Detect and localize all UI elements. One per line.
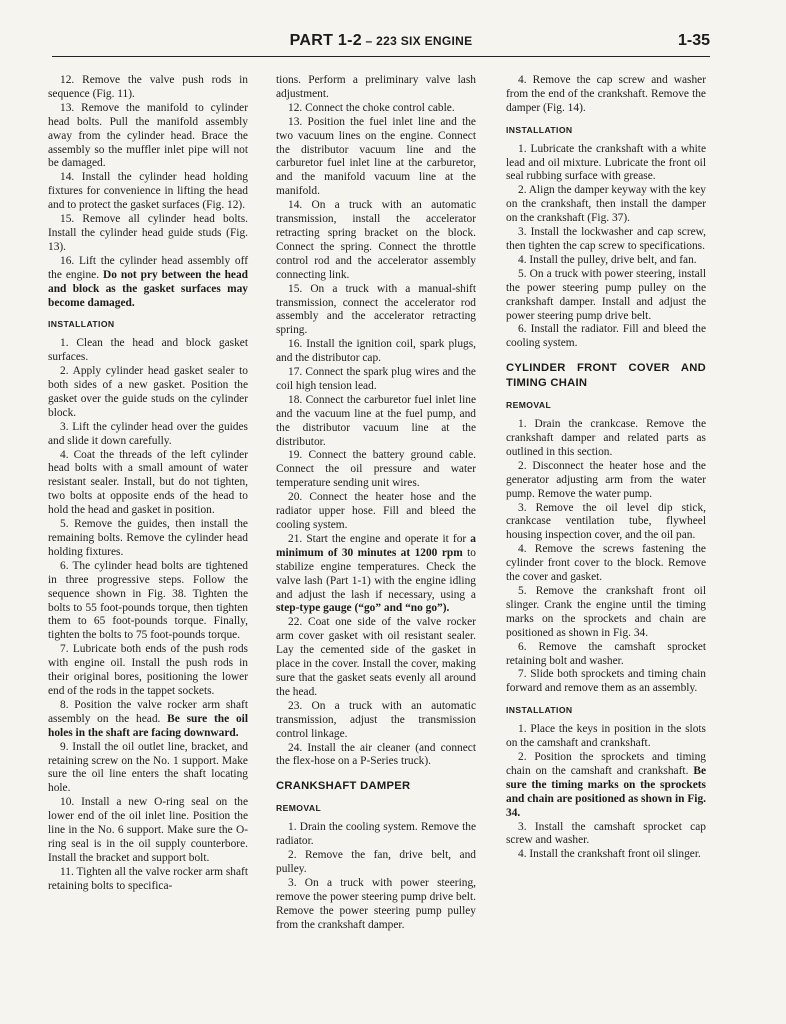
step-emphasis: Be sure the timing marks on the sprockets and chain are positioned as shown in Fig. 34. (506, 764, 706, 819)
procedure-step (48, 741, 248, 797)
step-text: 7. Slide both sprockets and timing chain forward and remove them as an assembly. (506, 668, 706, 695)
part-label: PART 1-2 (289, 32, 362, 49)
step-text: 12. Connect the choke control cable. (288, 101, 455, 114)
step-text: 13. Remove the manifold to cylinder head bolts. Pull the manifold assembly away from the cylinder head. Brace the assembly so the muffler inlet pipe will not be damaged. (48, 101, 248, 170)
procedure-step (48, 796, 248, 866)
procedure-step (276, 394, 476, 450)
step-text: 15. Remove all cylinder head bolts. Install the cylinder head guide studs (Fig. 13). (48, 213, 248, 253)
step-text: tions. Perform a preliminary valve lash adjustment. (276, 74, 476, 100)
procedure-step (276, 821, 476, 849)
step-text: 3. Remove the oil level dip stick, crankcase ventilation tube, flywheel housing inspection cover, and the oil pan. (506, 501, 706, 542)
section-heading: CYLINDER FRONT COVER AND TIMING CHAIN (506, 362, 706, 390)
step-text: 2. Remove the fan, drive belt, and pulley. (276, 849, 476, 875)
procedure-step (506, 751, 706, 821)
procedure-step (506, 585, 706, 641)
step-text: 17. Connect the spark plug wires and the coil high tension lead. (276, 366, 476, 392)
title-dash: – (361, 34, 377, 48)
procedure-step (48, 365, 248, 421)
page-number: 1-35 (677, 32, 710, 49)
step-text: 24. Install the air cleaner (and connect the flex-hose on a P-Series truck). (276, 741, 476, 768)
step-text: 22. Coat one side of the valve rocker arm cover gasket with oil resistant sealer. Lay the cemented side of the gasket in place in the cover. Install the cover, making sure that the gasket seats evenly all around the head. (276, 616, 476, 698)
step-text: 8. Position the valve rocker arm shaft assembly on the head. (48, 698, 248, 725)
step-text: 3. Install the lockwasher and cap screw, then tighten the cap screw to specifications. (506, 226, 706, 252)
step-text: 3. On a truck with power steering, remove the power steering pump drive belt. Remove the power steering pump pulley from the crankshaft damper. (276, 876, 476, 931)
step-text: 6. Install the radiator. Fill and bleed the cooling system. (506, 323, 706, 350)
step-text: 12. Remove the valve push rods in sequence (Fig. 11). (48, 74, 248, 100)
step-text: 2. Position the sprockets and timing chain on the camshaft and crankshaft. (506, 750, 706, 777)
procedure-step (506, 723, 706, 751)
step-text: 4. Install the pulley, drive belt, and fan. (518, 253, 697, 266)
step-text: 19. Connect the battery ground cable. Connect the oil pressure and water temperature sending unit wires. (276, 449, 476, 490)
procedure-step (48, 171, 248, 213)
procedure-step (506, 848, 706, 862)
step-text: 14. On a truck with an automatic transmission, install the accelerator retracting spring bracket on the block. Connect the spring. Connect the throttle control rod and the accelerator assembly connecting link. (276, 199, 476, 281)
procedure-step (506, 668, 706, 696)
procedure-step (276, 616, 476, 699)
procedure-step (506, 268, 706, 324)
step-text: 20. Connect the heater hose and the radiator upper hose. Fill and bleed the cooling system. (276, 491, 476, 531)
procedure-step (48, 560, 248, 643)
step-text: 3. Lift the cylinder head over the guides and slide it down carefully. (48, 420, 248, 447)
step-text: 2. Apply cylinder head gasket sealer to both sides of a new gasket. Position the gasket over the guide studs on the cylinder block. (48, 365, 248, 419)
procedure-step (506, 821, 706, 849)
procedure-step (48, 518, 248, 560)
procedure-step (276, 849, 476, 877)
subsection-heading: REMOVAL (506, 400, 552, 411)
procedure-step (48, 213, 248, 255)
step-text: 7. Lubricate both ends of the push rods with engine oil. Install the push rods in their original bores, positioning the lower end of the rods in the tappet sockets. (48, 643, 248, 697)
step-text: 4. Coat the threads of the left cylinder head bolts with a small amount of water resistant sealer. Install, but do not tighten, two bolts at opposite ends of the head to hold the head and gasket in position. (48, 448, 248, 517)
step-text: 4. Install the crankshaft front oil slinger. (518, 848, 701, 861)
procedure-step (506, 460, 706, 502)
procedure-step (48, 337, 248, 365)
step-text: 1. Clean the head and block gasket surfaces. (48, 337, 248, 364)
step-text: 14. Install the cylinder head holding fixtures for convenience in lifting the head and to protect the gasket surfaces (Fig. 12). (48, 171, 248, 212)
procedure-step (276, 74, 476, 102)
step-text: 10. Install a new O-ring seal on the lower end of the oil inlet line. Position the line in the No. 6 support. Make sure the O-ring seal is in the oil supply counterbore. Install the bracket and support bolt. (48, 796, 248, 864)
step-text: 4. Remove the cap screw and washer from the end of the crankshaft. Remove the damper (Fig. 14). (506, 74, 706, 114)
step-emphasis: a minimum of 30 minutes at 1200 rpm (276, 532, 476, 559)
text-column-left (48, 74, 248, 894)
step-text: 16. Install the ignition coil, spark plugs, and the distributor cap. (276, 338, 476, 365)
procedure-step (506, 418, 706, 460)
step-emphasis: step-type gauge (“go” and “no go”). (276, 602, 450, 615)
section-heading: CRANKSHAFT DAMPER (276, 780, 411, 793)
procedure-step (48, 421, 248, 449)
step-text: 18. Connect the carburetor fuel inlet line and the vacuum line at the fuel pump, and the distributor vacuum line at the distributor. (276, 393, 476, 448)
procedure-step (48, 102, 248, 172)
procedure-step (48, 643, 248, 699)
step-text: 11. Tighten all the valve rocker arm shaft retaining bolts to specifica- (48, 865, 248, 892)
step-text: 5. On a truck with power steering, install the power steering pump pulley on the crankshaft damper. Install and adjust the power steering pump drive belt. (506, 267, 706, 322)
step-text: 6. The cylinder head bolts are tightened in three progressive steps. Follow the sequence shown in Fig. 38. Tighten the bolts to 55 foot-pounds torque, then tighten them to 65 foot-pounds torque. Finally, tighten the bolts to 75 foot-pounds torque. (48, 559, 248, 642)
procedure-step (276, 338, 476, 366)
procedure-step (48, 255, 248, 311)
step-text: 1. Drain the cooling system. Remove the radiator. (276, 821, 476, 848)
procedure-step (506, 502, 706, 544)
procedure-step (276, 533, 476, 616)
subsection-heading: REMOVAL (276, 803, 322, 814)
procedure-step (276, 116, 476, 199)
procedure-step (48, 449, 248, 519)
procedure-step (276, 199, 476, 282)
step-text: 21. Start the engine and operate it for (288, 532, 471, 545)
procedure-step (506, 74, 706, 116)
procedure-step (276, 877, 476, 933)
procedure-step (276, 283, 476, 339)
procedure-step (506, 323, 706, 351)
procedure-step (48, 699, 248, 741)
subsection-heading: INSTALLATION (48, 319, 115, 330)
procedure-step (276, 491, 476, 533)
step-emphasis: Do not pry between the head and block as the gasket surfaces may become damaged. (48, 268, 249, 309)
step-text: 4. Remove the screws fastening the cylinder front cover to the block. Remove the cover and gasket. (506, 543, 706, 584)
step-text: 9. Install the oil outlet line, bracket, and retaining screw on the No. 1 support. Make sure the oil line enters the shaft locating hole. (48, 740, 248, 795)
step-text: 2. Disconnect the heater hose and the generator adjusting arm from the water pump. Remove the water pump. (506, 459, 706, 500)
procedure-step (506, 226, 706, 254)
engine-label: 223 SIX ENGINE (376, 34, 473, 48)
step-text: 1. Drain the crankcase. Remove the crankshaft damper and related parts as outlined in this section. (506, 418, 706, 458)
subsection-heading: INSTALLATION (506, 705, 573, 716)
step-text: 13. Position the fuel inlet line and the two vacuum lines on the engine. Connect the distributor vacuum line and the carburetor fuel inlet line at the carburetor, and the manifold vacuum line at the manifold. (276, 115, 476, 198)
procedure-step (506, 641, 706, 669)
text-column-middle (276, 74, 476, 932)
subsection-heading: INSTALLATION (506, 124, 573, 135)
procedure-step (276, 366, 476, 394)
procedure-step (506, 543, 706, 585)
procedure-step (48, 74, 248, 102)
step-text: 23. On a truck with an automatic transmission, adjust the transmission control linkage. (276, 699, 476, 740)
step-text: 1. Lubricate the crankshaft with a white lead and oil mixture. Lubricate the front oil seal rubbing surface with grease. (506, 142, 706, 183)
step-text: 3. Install the camshaft sprocket cap screw and washer. (506, 820, 706, 847)
procedure-step (276, 742, 476, 770)
procedure-step (48, 866, 248, 894)
step-text: 2. Align the damper keyway with the key on the crankshaft, then install the damper on the crankshaft (Fig. 37). (506, 184, 706, 225)
step-text: 15. On a truck with a manual-shift transmission, connect the accelerator rod assembly and the accelerator retracting spring. (276, 282, 476, 337)
procedure-step (506, 254, 706, 268)
procedure-step (276, 102, 476, 116)
text-column-right (506, 74, 706, 862)
procedure-step (276, 700, 476, 742)
step-text: 6. Remove the camshaft sprocket retaining bolt and washer. (506, 640, 706, 667)
step-text: 1. Place the keys in position in the slots on the camshaft and crankshaft. (506, 723, 706, 750)
step-emphasis: Be sure the oil holes in the shaft are facing downward. (48, 712, 248, 739)
procedure-step (276, 449, 476, 491)
step-text: 5. Remove the crankshaft front oil slinger. Crank the engine until the timing marks on the sprockets and chain are positioned as shown in Fig. 34. (506, 585, 706, 639)
page-header (52, 30, 710, 57)
step-text: to stabilize engine temperatures. Check the valve lash (Part 1-1) with the engine idling and adjust the lash if necessary, using a (276, 546, 476, 601)
page-title (52, 32, 710, 50)
procedure-step (506, 184, 706, 226)
procedure-step (506, 143, 706, 185)
step-text: 5. Remove the guides, then install the remaining bolts. Remove the cylinder head holding fixtures. (48, 518, 248, 558)
step-text: 16. Lift the cylinder head assembly off the engine. (48, 254, 248, 281)
